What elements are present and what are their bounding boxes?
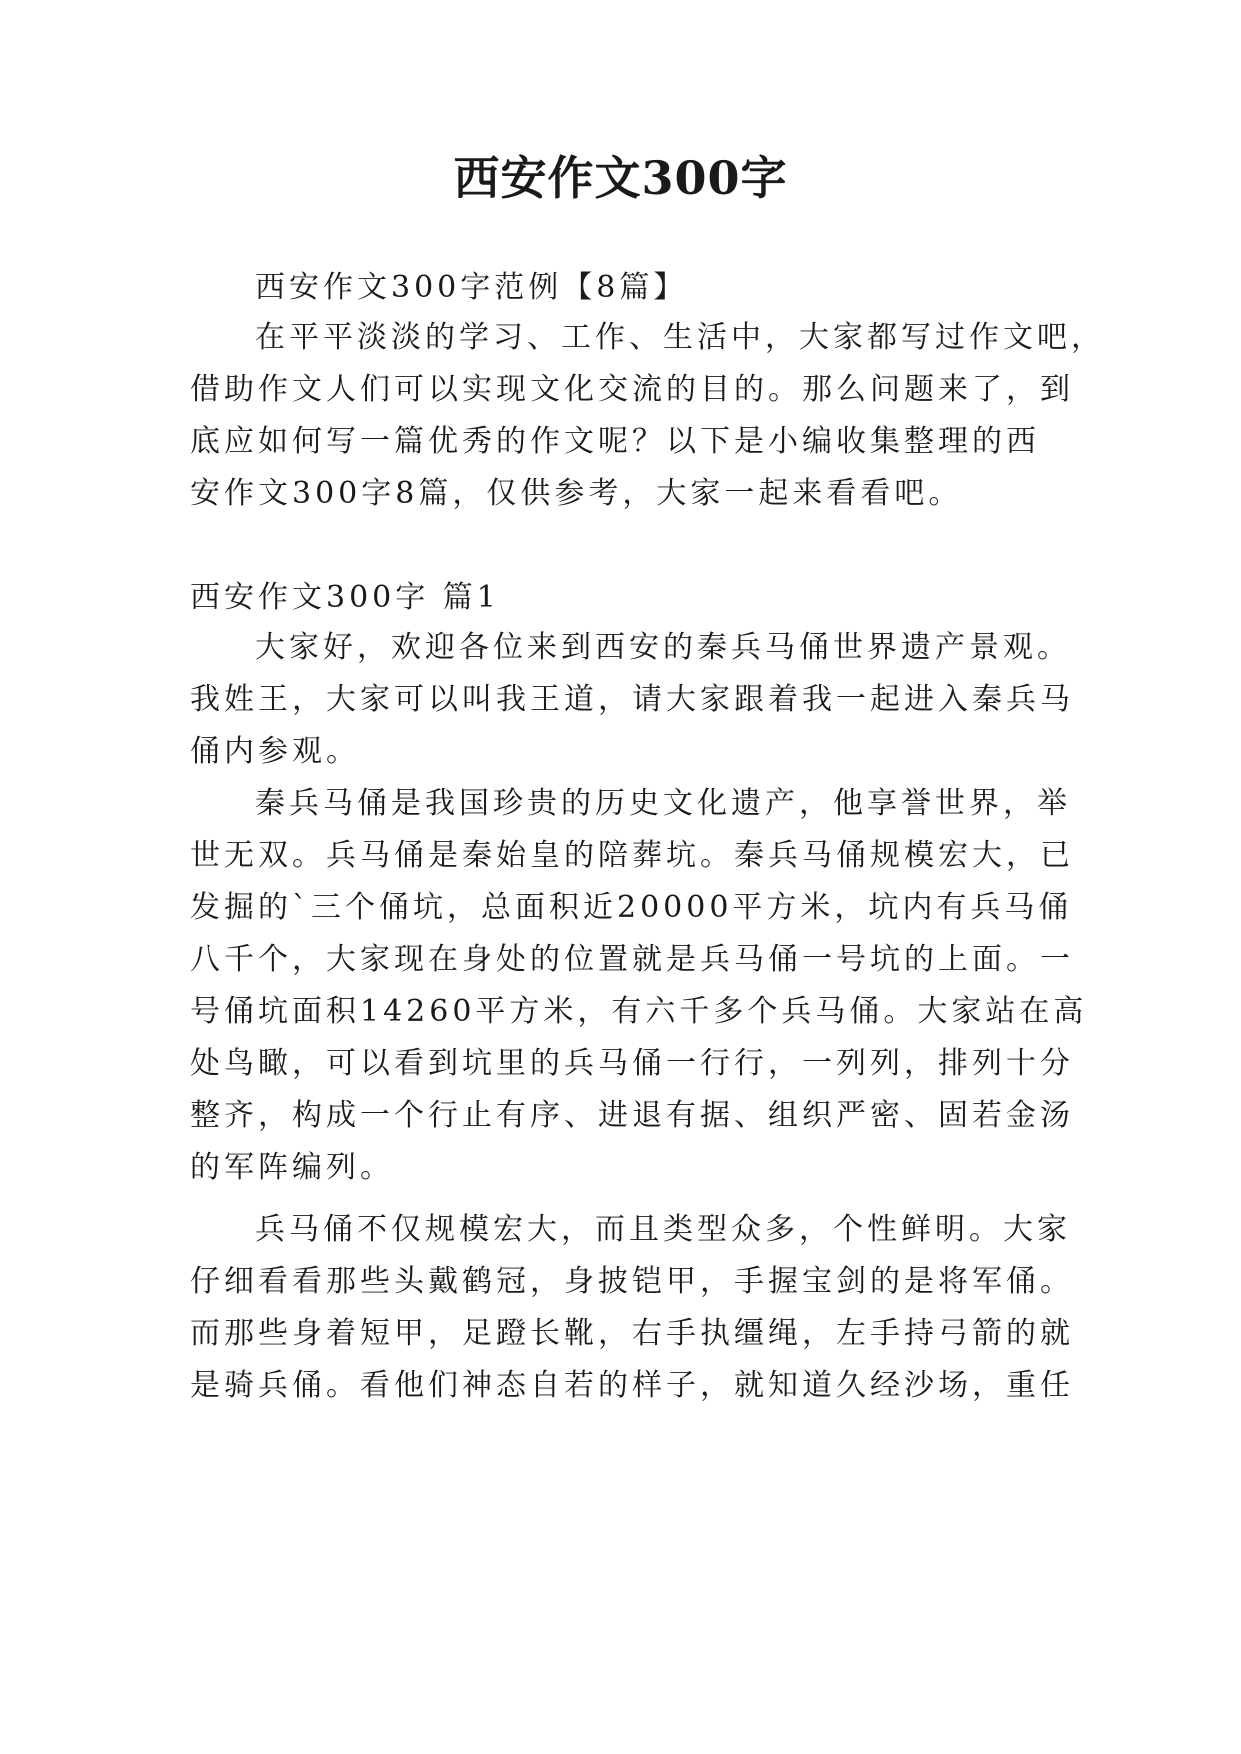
paragraph-line: 的军阵编列。 <box>190 1150 394 1185</box>
paragraph-line: 世无双。兵马俑是秦始皇的陪葬坑。秦兵马俑规模宏大，已 <box>190 838 1074 873</box>
paragraph-line: 八千个，大家现在身处的位置就是兵马俑一号坑的上面。一 <box>190 942 1074 977</box>
paragraph-line: 处鸟瞰，可以看到坑里的兵马俑一行行，一列列，排列十分 <box>190 1046 1074 1081</box>
paragraph-line: 发掘的`三个俑坑，总面积近20000平方米，坑内有兵马俑 <box>190 890 1073 925</box>
paragraph-line: 大家好，欢迎各位来到西安的秦兵马俑世界遗产景观。 <box>255 630 1071 665</box>
intro-heading: 西安作文300字范例【8篇】 <box>255 270 688 305</box>
paragraph-line: 而那些身着短甲，足蹬长靴，右手执缰绳，左手持弓箭的就 <box>190 1316 1074 1351</box>
intro-line: 底应如何写一篇优秀的作文呢？以下是小编收集整理的西 <box>190 424 1040 459</box>
paragraph-line: 整齐，构成一个行止有序、进退有据、组织严密、固若金汤 <box>190 1098 1074 1133</box>
paragraph-line: 俑内参观。 <box>190 734 360 769</box>
paragraph-line: 号俑坑面积14260平方米，有六千多个兵马俑。大家站在高 <box>190 994 1088 1029</box>
paragraph-line: 兵马俑不仅规模宏大，而且类型众多，个性鲜明。大家 <box>255 1212 1071 1247</box>
paragraph-line: 我姓王，大家可以叫我王道，请大家跟着我一起进入秦兵马 <box>190 682 1074 717</box>
intro-line: 借助作文人们可以实现文化交流的目的。那么问题来了，到 <box>190 372 1074 407</box>
paragraph-line: 秦兵马俑是我国珍贵的历史文化遗产，他享誉世界，举 <box>255 786 1071 821</box>
document-title: 西安作文300字 <box>453 151 788 205</box>
paragraph-line: 仔细看看那些头戴鹤冠，身披铠甲，手握宝剑的是将军俑。 <box>190 1264 1074 1299</box>
section-heading: 西安作文300字 篇1 <box>190 580 500 615</box>
intro-line: 安作文300字8篇，仅供参考，大家一起来看看吧。 <box>190 476 963 511</box>
intro-line: 在平平淡淡的学习、工作、生活中，大家都写过作文吧， <box>255 320 1105 355</box>
paragraph-line: 是骑兵俑。看他们神态自若的样子，就知道久经沙场，重任 <box>190 1368 1074 1403</box>
